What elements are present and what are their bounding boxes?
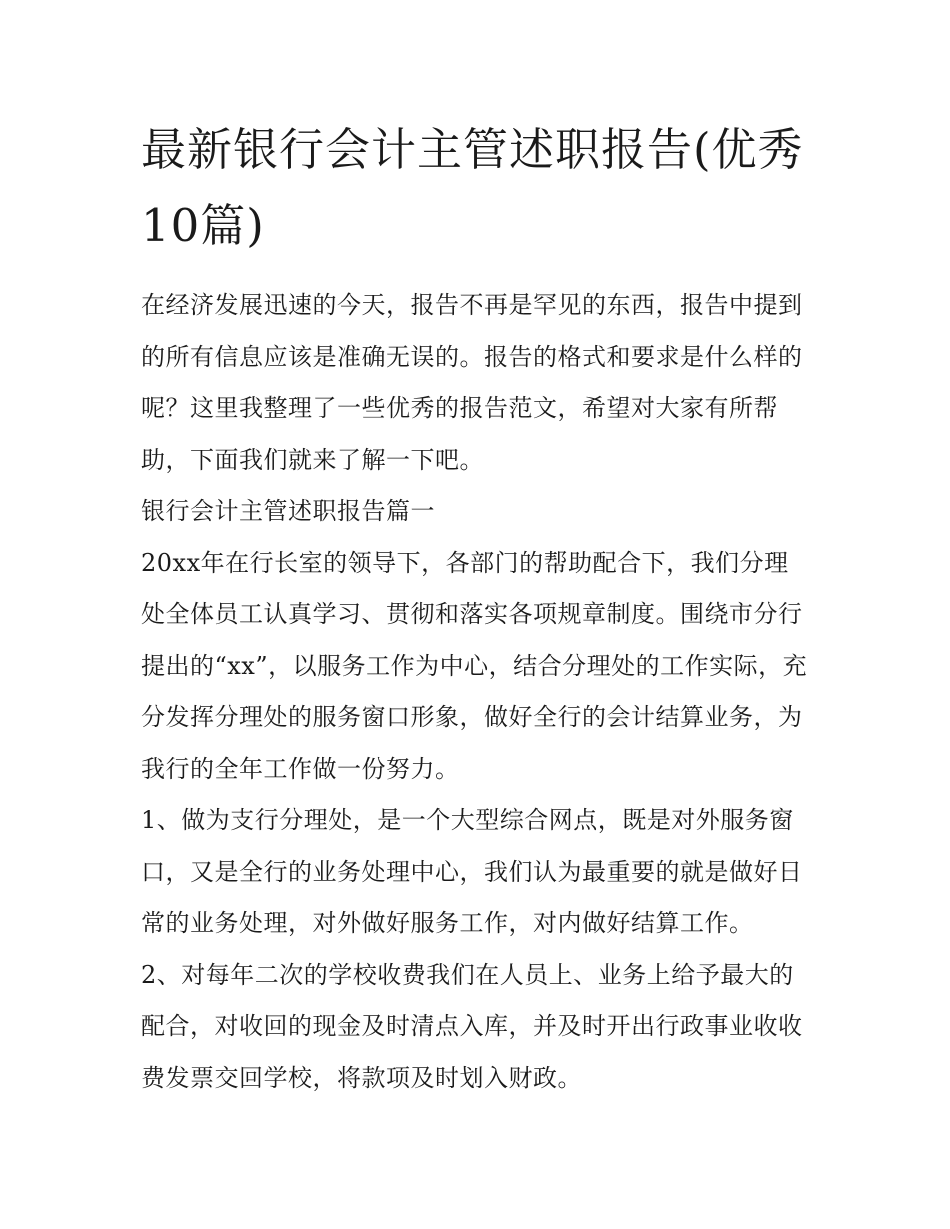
- document-title: 最新银行会计主管述职报告(优秀10篇): [141, 123, 804, 252]
- intro-paragraph: 在经济发展迅速的今天，报告不再是罕见的东西，报告中提到的所有信息应该是准确无误的。报告的格式和要求是什么样的呢？这里我整理了一些优秀的报告范文，希望对大家有所帮助，下面我们就来了解一下吧。: [141, 291, 803, 474]
- list-item-2: 2、对每年二次的学校收费我们在人员上、业务上给予最大的配合，对收回的现金及时清点入库，并及时开出行政事业收收费发票交回学校，将款项及时划入财政。: [141, 960, 803, 1092]
- list-item-1: 1、做为支行分理处，是一个大型综合网点，既是对外服务窗口，又是全行的业务处理中心，我们认为最重要的就是做好日常的业务处理，对外做好服务工作，对内做好结算工作。: [141, 806, 803, 937]
- body-paragraph: 20xx年在行长室的领导下，各部门的帮助配合下，我们分理处全体员工认真学习、贯彻和落实各项规章制度。围绕市分行提出的“xx”，以服务工作为中心，结合分理处的工作实际，充分发挥分理处的服务窗口形象，做好全行的会计结算业务，为我行的全年工作做一份努力。: [141, 548, 808, 783]
- document-page: [141, 112, 813, 1104]
- section-heading: 银行会计主管述职报告篇一: [141, 497, 435, 525]
